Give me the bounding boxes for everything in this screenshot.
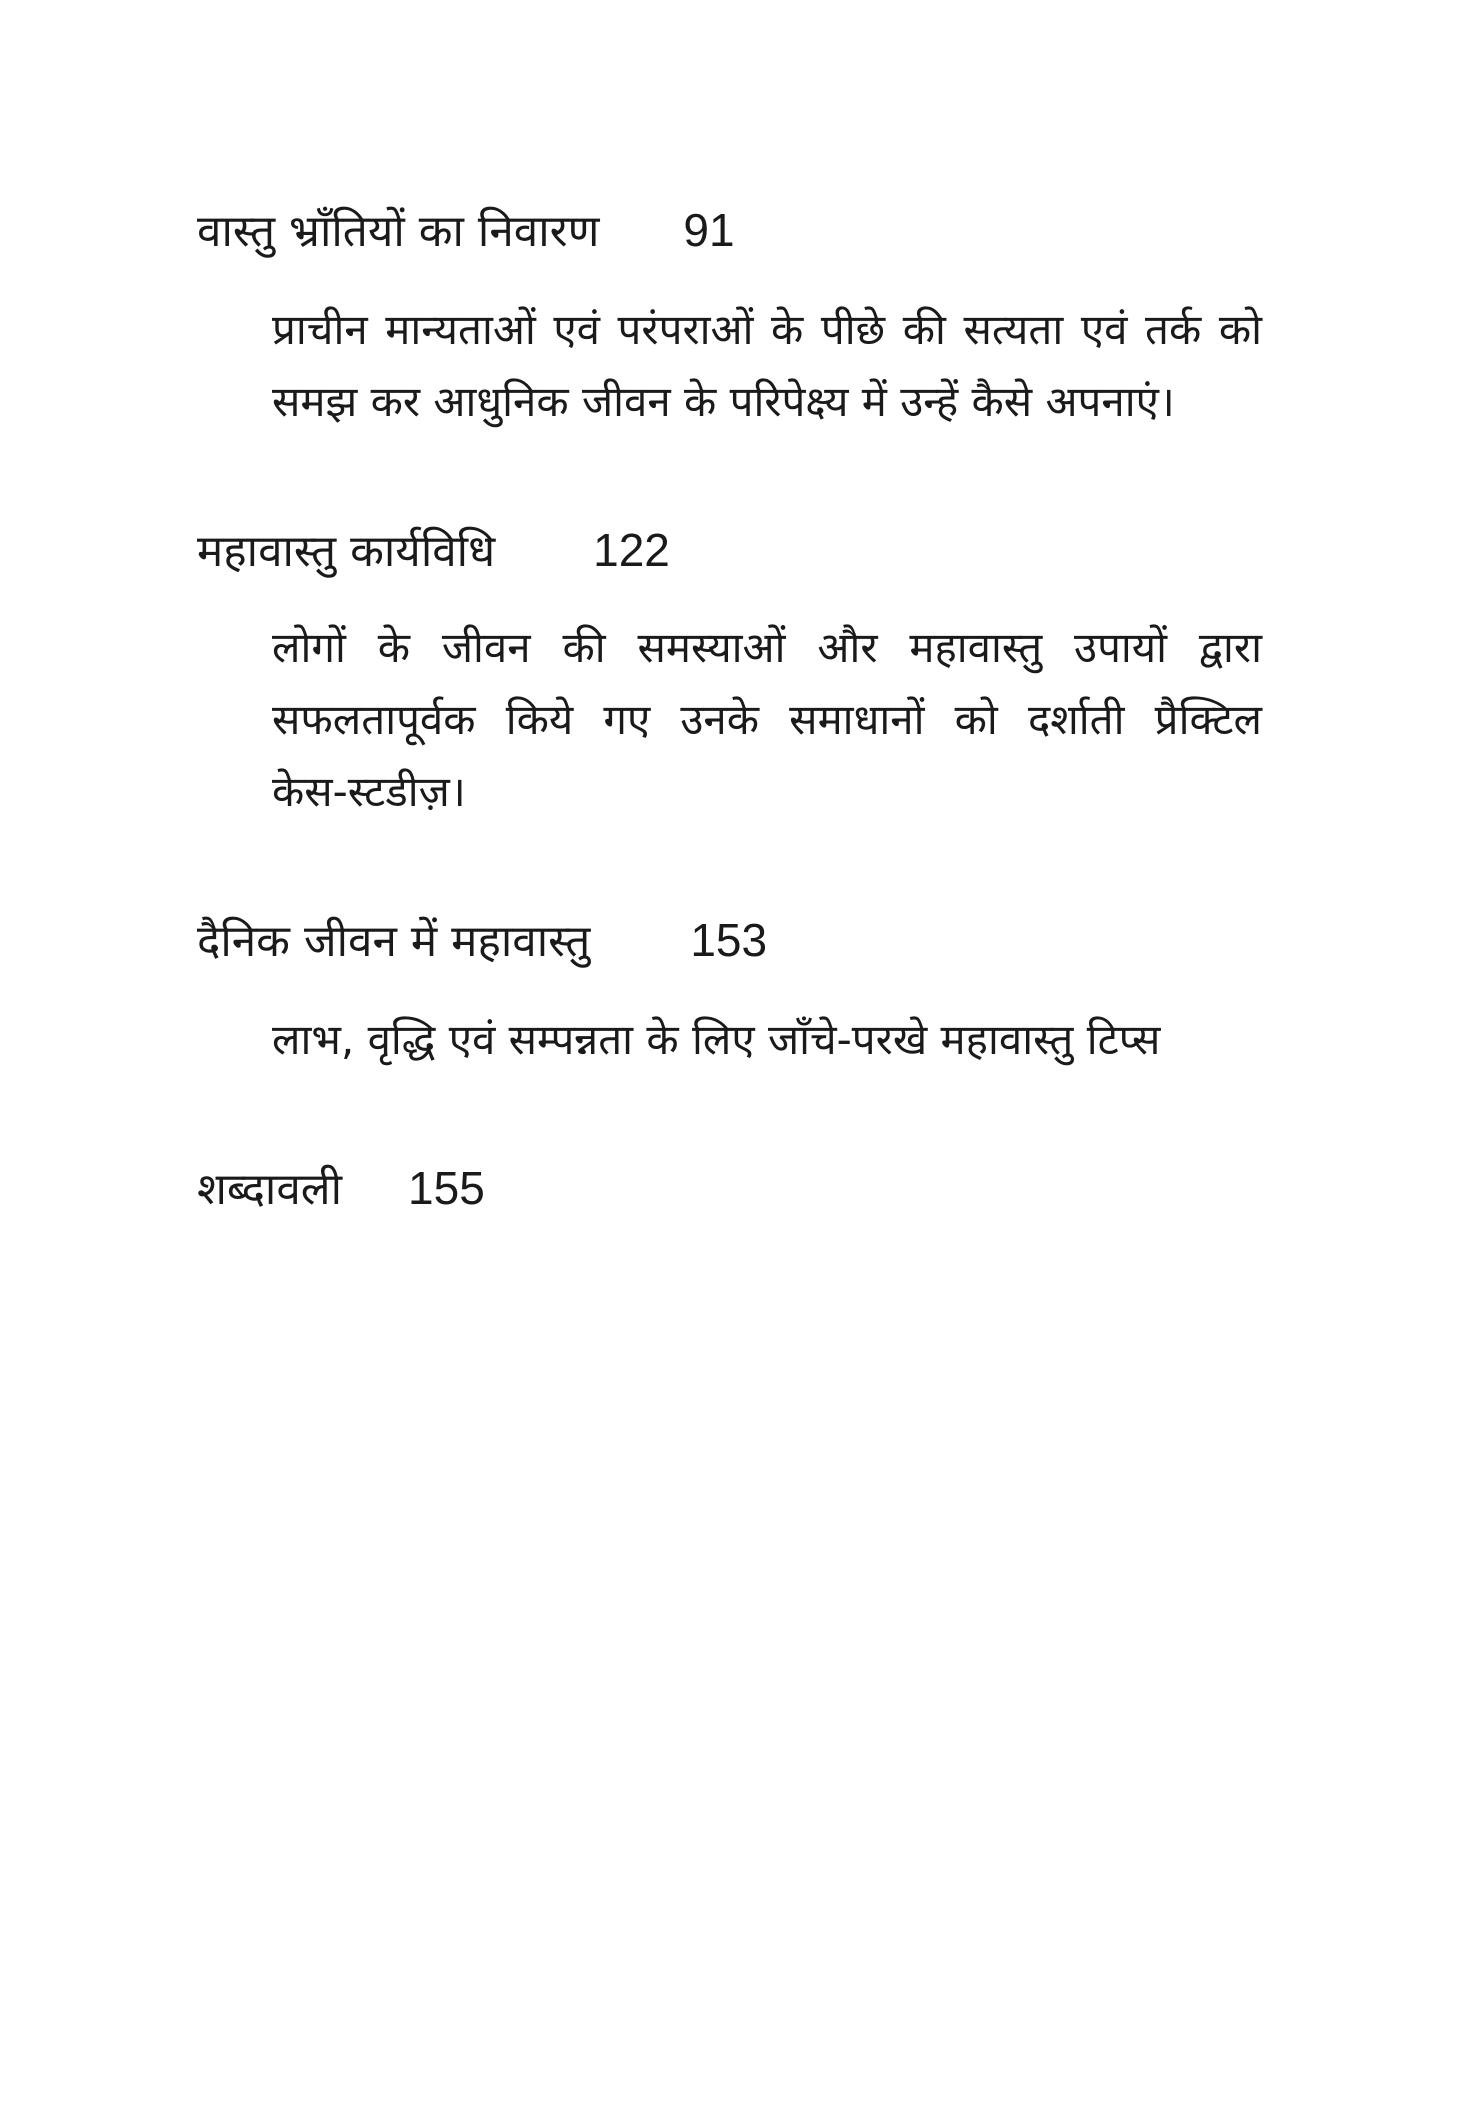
toc-entry-description-line: लोगों के जीवन की समस्याओं और महावास्तु उपायों द्वारा: [272, 623, 1262, 672]
toc-entry-title: दैनिक जीवन में महावास्तु: [197, 916, 591, 967]
toc-entry-description-line: समझ कर आधुनिक जीवन के परिपेक्ष्य में उन्हें कैसे अपनाएं।: [272, 377, 1175, 426]
toc-entry-description: [272, 294, 1262, 438]
toc-entry-title: शब्दावली: [197, 1164, 343, 1215]
toc-entry-page-number: 153: [690, 914, 768, 966]
toc-entry-heading: [197, 1158, 485, 1220]
toc-entry-page-number: 91: [683, 204, 735, 256]
toc-entry-title: वास्तु भ्राँतियों का निवारण: [197, 206, 600, 257]
toc-entry-description: [272, 612, 1262, 828]
toc-entry-heading: [197, 200, 735, 262]
toc-entry-page-number: 155: [408, 1162, 485, 1214]
toc-entry-description-line: लाभ, वृद्धि एवं सम्पन्नता के लिए जाँचे-परखे महावास्तु टिप्स: [272, 1015, 1161, 1064]
toc-entry-heading: [197, 520, 670, 582]
toc-entry-page-number: 122: [593, 524, 670, 576]
toc-entry-description: [272, 1004, 1262, 1076]
toc-entry-description-line: केस-स्टडीज़।: [272, 767, 466, 816]
toc-entry-title: महावास्तु कार्यविधि: [197, 526, 496, 577]
toc-entry-description-line: प्राचीन मान्यताओं एवं परंपराओं के पीछे की सत्यता एवं तर्क को: [272, 305, 1262, 354]
toc-entry-heading: [197, 910, 767, 972]
toc-entry-description-line: सफलतापूर्वक किये गए उनके समाधानों को दर्शाती प्रैक्टिल: [272, 695, 1262, 744]
